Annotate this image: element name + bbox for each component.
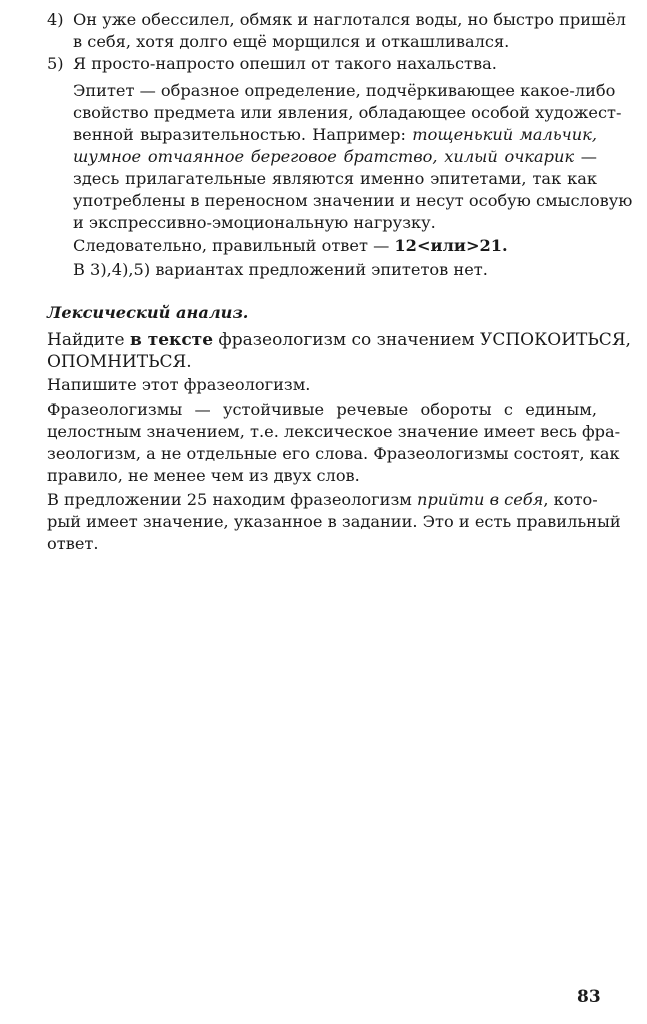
epithet-example-2: шумное отчаянное береговое братство, хилый очкарик: [73, 147, 575, 166]
definition-line-3: зеологизм, а не отдельные его слова. Фразеологизмы состоят, как: [47, 444, 620, 463]
epithet-line-2: свойство предмета или явления, обладающее особой художест-: [73, 103, 622, 122]
epithet-line-4: [73, 146, 597, 168]
epithet-example-1: тощенький мальчик,: [412, 125, 597, 144]
epithet-no-epithets: В 3),4),5) вариантах предложений эпитетов нет.: [73, 260, 488, 279]
task-text-c: фразеологизм со значением УСПОКОИТЬСЯ,: [213, 330, 631, 350]
epithet-answer-value: 12<или>21.: [394, 236, 508, 255]
task-instruction: Напишите этот фразеологизм.: [47, 375, 311, 394]
definition-line-1: Фразеологизмы — устойчивые речевые обороты с единым,: [47, 400, 597, 419]
epithet-answer-prefix: Следовательно, правильный ответ —: [73, 236, 395, 255]
answer-text-c: , кото-: [543, 490, 598, 509]
answer-phraseologism: прийти в себя: [417, 490, 544, 509]
epithet-answer: [73, 235, 508, 257]
task-text-a: Найдите: [47, 330, 130, 350]
epithet-line-1: Эпитет — образное определение, подчёркивающее какое-либо: [73, 81, 616, 100]
epithet-dash: —: [574, 147, 597, 166]
epithet-line-3: [73, 124, 597, 146]
epithet-line-5: здесь прилагательные являются именно эпитетами, так как: [73, 169, 597, 188]
item-4-line-2: в себя, хотя долго ещё морщился и откашливался.: [73, 32, 510, 51]
section-heading: Лексический анализ.: [47, 303, 249, 322]
task-line-1: [47, 329, 631, 351]
answer-line-1: [47, 489, 597, 511]
definition-line-2: целостным значением, т.е. лексическое значение имеет весь фра-: [47, 422, 621, 441]
item-5-line-1: Я просто-напросто опешил от такого нахальства.: [73, 54, 497, 73]
task-text-bold: в тексте: [129, 330, 214, 350]
item-number-5: 5): [47, 54, 64, 73]
definition-line-4: правило, не менее чем из двух слов.: [47, 466, 360, 485]
page-number: 83: [577, 987, 601, 1007]
answer-line-3: ответ.: [47, 534, 99, 553]
epithet-line-3-text: венной выразительностью. Например:: [73, 125, 413, 144]
epithet-line-6: употреблены в переносном значении и несут особую смысловую: [73, 191, 633, 210]
epithet-line-7: и экспрессивно-эмоциональную нагрузку.: [73, 213, 436, 232]
item-number-4: 4): [47, 10, 64, 29]
answer-line-2: рый имеет значение, указанное в задании. Это и есть правильный: [47, 512, 621, 531]
item-4-line-1: Он уже обессилел, обмяк и наглотался воды, но быстро пришёл: [73, 10, 626, 29]
task-line-2: ОПОМНИТЬСЯ.: [47, 352, 192, 372]
answer-text-a: В предложении 25 находим фразеологизм: [47, 490, 418, 509]
